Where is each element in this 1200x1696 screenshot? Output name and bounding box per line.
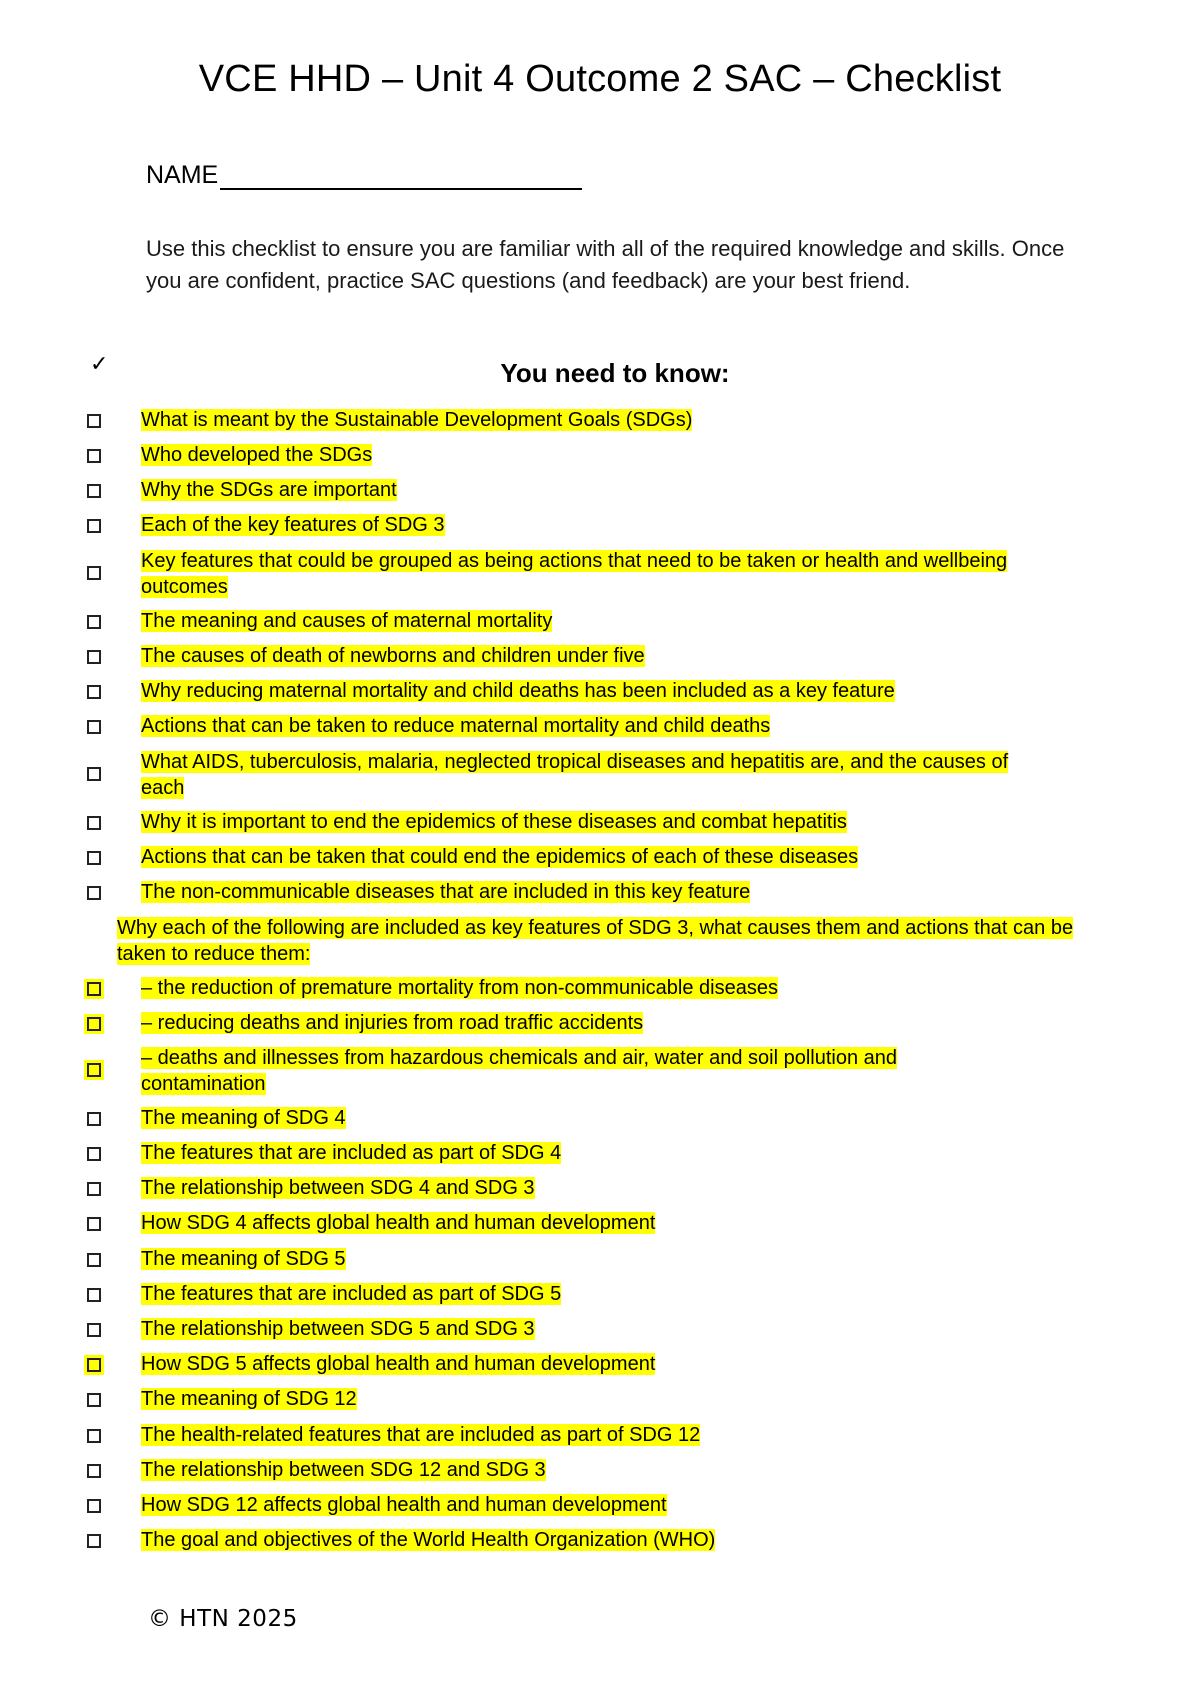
item-text: Actions that can be taken to reduce maternal mortality and child deaths [141,715,771,737]
checkbox-icon[interactable] [87,1217,101,1231]
checkbox-icon[interactable] [87,1253,101,1267]
checkbox-icon[interactable] [87,414,101,428]
item-text: What AIDS, tuberculosis, malaria, neglected tropical diseases and hepatitis are, and the causes of each [141,751,1009,799]
checkbox-icon[interactable] [87,1182,101,1196]
item-text: Why the SDGs are important [141,479,397,501]
item-text: – reducing deaths and injuries from road traffic accidents [141,1012,644,1034]
checkbox-icon[interactable] [87,851,101,865]
item-text: The meaning of SDG 5 [141,1248,346,1270]
checkbox-icon[interactable] [87,982,101,996]
checkbox-icon[interactable] [87,1393,101,1407]
item-text: – the reduction of premature mortality from non-communicable diseases [141,977,778,999]
checkbox-icon[interactable] [87,449,101,463]
item-text: The meaning of SDG 4 [141,1107,346,1129]
item-text: Each of the key features of SDG 3 [141,514,445,536]
checkbox-icon[interactable] [87,886,101,900]
item-text: The meaning and causes of maternal mortality [141,610,553,632]
checkbox-icon[interactable] [87,767,101,781]
checkbox-icon[interactable] [87,1429,101,1443]
item-text: The causes of death of newborns and children under five [141,645,645,667]
checkbox-icon[interactable] [87,685,101,699]
checkbox-icon[interactable] [87,1288,101,1302]
checkbox-icon[interactable] [87,1499,101,1513]
checkbox-icon[interactable] [87,1358,101,1372]
item-text: What is meant by the Sustainable Development Goals (SDGs) [141,409,693,431]
checkbox-icon[interactable] [87,720,101,734]
item-text: Actions that can be taken that could end the epidemics of each of these diseases [141,846,859,868]
item-text: Key features that could be grouped as being actions that need to be taken or health and wellbeing outcomes [141,550,1008,598]
name-label: NAME [146,161,219,189]
intro-paragraph: Use this checklist to ensure you are familiar with all of the required knowledge and skills. Once you are confident, practice SAC questions (and feedback) are your best friend. [146,236,1065,293]
checkbox-icon[interactable] [87,484,101,498]
page-title: VCE HHD – Unit 4 Outcome 2 SAC – Checklist [198,58,1002,100]
checkbox-icon[interactable] [87,650,101,664]
checkbox-icon[interactable] [87,1323,101,1337]
checkbox-icon[interactable] [87,1063,101,1077]
checkbox-icon[interactable] [87,816,101,830]
checkbox-icon[interactable] [87,1017,101,1031]
item-text: The relationship between SDG 4 and SDG 3 [141,1177,535,1199]
checkbox-icon[interactable] [87,615,101,629]
item-text: The meaning of SDG 12 [141,1388,357,1410]
name-field[interactable] [146,160,582,190]
checkbox-icon[interactable] [87,1112,101,1126]
checkbox-icon[interactable] [87,519,101,533]
item-text: How SDG 12 affects global health and human development [141,1494,667,1516]
subheading-text: Why each of the following are included as key features of SDG 3, what causes them and actions that can be taken to reduce them: [117,917,1074,965]
item-text: The health-related features that are included as part of SDG 12 [141,1424,701,1446]
checkbox-icon[interactable] [87,566,101,580]
tick-icon: ✓ [90,352,109,377]
item-text: The features that are included as part of SDG 5 [141,1283,562,1305]
item-text: How SDG 4 affects global health and human development [141,1212,656,1234]
name-blank-line[interactable] [220,160,582,190]
checkbox-icon[interactable] [87,1534,101,1548]
item-text: How SDG 5 affects global health and human development [141,1353,656,1375]
item-text: Why reducing maternal mortality and child deaths has been included as a key feature [141,680,895,702]
item-text: Why it is important to end the epidemics of these diseases and combat hepatitis [141,811,847,833]
item-text: The relationship between SDG 12 and SDG 3 [141,1459,546,1481]
item-text: The non-communicable diseases that are included in this key feature [141,881,751,903]
section-heading: You need to know: [500,358,730,388]
item-text: Who developed the SDGs [141,444,373,466]
item-text: The relationship between SDG 5 and SDG 3 [141,1318,535,1340]
checkbox-icon[interactable] [87,1147,101,1161]
item-text: – deaths and illnesses from hazardous chemicals and air, water and soil pollution and contamination [141,1047,897,1095]
item-text: The features that are included as part of SDG 4 [141,1142,562,1164]
copyright-footer: © HTN 2025 [148,1606,298,1632]
item-text: The goal and objectives of the World Health Organization (WHO) [141,1529,716,1551]
checkbox-icon[interactable] [87,1464,101,1478]
